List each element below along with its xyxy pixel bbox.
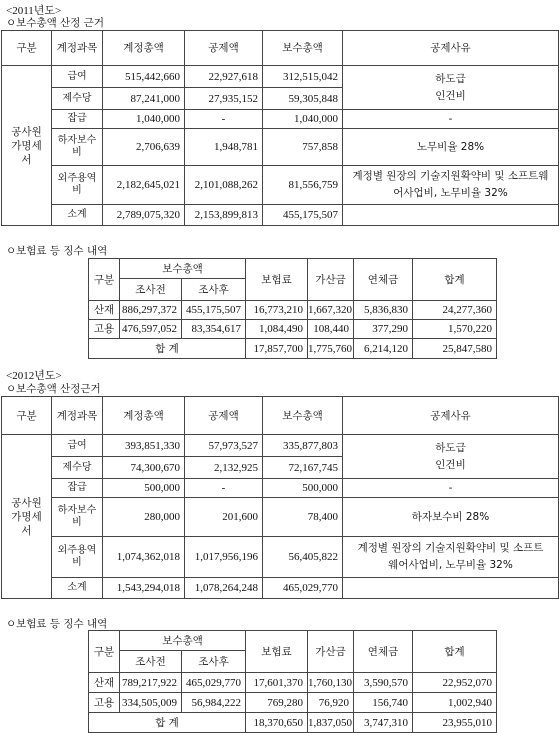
ins-total-premium: 18,370,650 <box>246 713 308 733</box>
account-total: 515,442,660 <box>103 66 185 88</box>
ins-after: 455,175,507 <box>182 301 246 320</box>
ins-header-surcharge: 가산금 <box>308 259 354 301</box>
pay-total: 335,877,803 <box>263 435 343 457</box>
ins-arrears: 5,836,830 <box>354 301 413 320</box>
deduction: 1,078,264,248 <box>185 578 263 599</box>
account-total: 2,182,645,021 <box>103 166 185 205</box>
deduction: 2,153,899,813 <box>185 205 263 226</box>
ins-total-label: 합 계 <box>89 339 246 359</box>
account-total: 2,706,639 <box>103 129 185 166</box>
ins-header-pay-total: 보수총액 <box>120 259 246 279</box>
account-name: 외주용역비 <box>52 166 103 205</box>
deduction: 57,973,527 <box>185 435 263 457</box>
header-pay-total: 보수총액 <box>263 397 343 435</box>
account-name: 제수당 <box>52 457 103 479</box>
header-reason: 공제사유 <box>343 397 559 435</box>
ins-sum: 24,277,360 <box>413 301 497 320</box>
header-account: 계정과목 <box>52 31 103 66</box>
ins-after: 83,354,617 <box>182 320 246 339</box>
year-label-2012: <2012년도> <box>6 370 62 382</box>
ins-total-surcharge: 1,775,760 <box>308 339 354 359</box>
ins-sum: 1,002,940 <box>413 693 497 713</box>
ins-header-sum: 합계 <box>413 631 497 673</box>
ins-arrears: 156,740 <box>354 693 413 713</box>
ins-sum: 22,952,070 <box>413 673 497 693</box>
ins-total-sum: 25,847,580 <box>413 339 497 359</box>
ins-total-label: 합 계 <box>89 713 246 733</box>
account-name: 잡급 <box>52 479 103 498</box>
header-category: 구분 <box>2 31 52 66</box>
reason: - <box>343 110 559 129</box>
ins-after: 465,029,770 <box>182 673 246 693</box>
ins-header-before: 조사전 <box>120 651 182 673</box>
deduction: - <box>185 479 263 498</box>
ins-premium: 1,084,490 <box>246 320 308 339</box>
account-name: 잡급 <box>52 110 103 129</box>
ins-header-type: 구분 <box>89 259 120 301</box>
ins-arrears: 377,290 <box>354 320 413 339</box>
header-deduction: 공제액 <box>185 397 263 435</box>
pay-total: 81,556,759 <box>263 166 343 205</box>
ins-surcharge: 108,440 <box>308 320 354 339</box>
basis-title-2012: ㅇ보수총액 산정근거 <box>6 383 101 395</box>
ins-after: 56,984,222 <box>182 693 246 713</box>
pay-total: 455,175,507 <box>263 205 343 226</box>
ins-before: 334,505,009 <box>120 693 182 713</box>
account-name: 급여 <box>52 66 103 88</box>
pay-total: 72,167,745 <box>263 457 343 479</box>
pay-total: 1,040,000 <box>263 110 343 129</box>
reason: 계정별 원장의 기술지원확약비 및 소프트 웨어사업비, 노무비율 32% <box>343 537 559 578</box>
header-account: 계정과목 <box>52 397 103 435</box>
header-account-total: 계정총액 <box>103 397 185 435</box>
reason: 계정별 원장의 기술지원확약비 및 소프트웨어사업비, 노무비율 32% <box>343 166 559 205</box>
basis-table-2011 <box>1 30 559 226</box>
account-name: 제수당 <box>52 88 103 110</box>
ins-before: 476,597,052 <box>120 320 182 339</box>
header-deduction: 공제액 <box>185 31 263 66</box>
year-label-2011: <2011년도> <box>6 5 62 17</box>
insurance-table-2012 <box>88 630 497 733</box>
basis-table-2012 <box>1 396 559 599</box>
pay-total: 757,858 <box>263 129 343 166</box>
pay-total: 500,000 <box>263 479 343 498</box>
ins-arrears: 3,590,570 <box>354 673 413 693</box>
account-total: 280,000 <box>103 498 185 537</box>
insurance-table-2011 <box>88 258 497 359</box>
account-name: 외주용역비 <box>52 537 103 578</box>
reason-empty <box>343 205 559 226</box>
pay-total: 59,305,848 <box>263 88 343 110</box>
account-name: 소계 <box>52 578 103 599</box>
ins-header-premium: 보험료 <box>246 631 308 673</box>
ins-header-premium: 보험료 <box>246 259 308 301</box>
ins-premium: 17,601,370 <box>246 673 308 693</box>
header-category: 구분 <box>2 397 52 435</box>
pay-total: 465,029,770 <box>263 578 343 599</box>
account-total: 2,789,075,320 <box>103 205 185 226</box>
deduction: 201,600 <box>185 498 263 537</box>
insurance-title-2012: ㅇ보험료 등 징수 내역 <box>6 618 108 630</box>
reason: 하도급 인건비 <box>343 435 559 479</box>
ins-header-surcharge: 가산금 <box>308 631 354 673</box>
ins-header-after: 조사후 <box>182 651 246 673</box>
ins-header-sum: 합계 <box>413 259 497 301</box>
account-total: 500,000 <box>103 479 185 498</box>
pay-total: 78,400 <box>263 498 343 537</box>
ins-header-arrears: 연체금 <box>354 631 413 673</box>
ins-total-sum: 23,955,010 <box>413 713 497 733</box>
deduction: - <box>185 110 263 129</box>
pay-total: 56,405,822 <box>263 537 343 578</box>
ins-premium: 769,280 <box>246 693 308 713</box>
reason: 노무비율 28% <box>343 129 559 166</box>
ins-total-arrears: 3,747,310 <box>354 713 413 733</box>
account-total: 1,543,294,018 <box>103 578 185 599</box>
ins-before: 886,297,372 <box>120 301 182 320</box>
ins-total-arrears: 6,214,120 <box>354 339 413 359</box>
ins-header-before: 조사전 <box>120 279 182 301</box>
reason-empty <box>343 578 559 599</box>
deduction: 1,017,956,196 <box>185 537 263 578</box>
ins-surcharge: 1,760,130 <box>308 673 354 693</box>
deduction: 22,927,618 <box>185 66 263 88</box>
account-total: 393,851,330 <box>103 435 185 457</box>
reason: - <box>343 479 559 498</box>
deduction: 27,935,152 <box>185 88 263 110</box>
ins-header-pay-total: 보수총액 <box>120 631 246 651</box>
deduction: 1,948,781 <box>185 129 263 166</box>
ins-type: 산재 <box>89 673 120 693</box>
ins-surcharge: 76,920 <box>308 693 354 713</box>
ins-premium: 16,773,210 <box>246 301 308 320</box>
ins-total-premium: 17,857,700 <box>246 339 308 359</box>
reason: 하자보수비 28% <box>343 498 559 537</box>
account-name: 소계 <box>52 205 103 226</box>
ins-total-surcharge: 1,837,050 <box>308 713 354 733</box>
group-label: 공사원가명세서 <box>2 435 52 599</box>
account-name: 하자보수비 <box>52 129 103 166</box>
header-pay-total: 보수총액 <box>263 31 343 66</box>
account-total: 1,040,000 <box>103 110 185 129</box>
account-total: 87,241,000 <box>103 88 185 110</box>
ins-header-type: 구분 <box>89 631 120 673</box>
ins-before: 789,217,922 <box>120 673 182 693</box>
ins-type: 고용 <box>89 320 120 339</box>
ins-header-after: 조사후 <box>182 279 246 301</box>
account-name: 하자보수비 <box>52 498 103 537</box>
basis-title-2011: ㅇ보수총액 산정 근거 <box>6 17 104 29</box>
header-account-total: 계정총액 <box>103 31 185 66</box>
pay-total: 312,515,042 <box>263 66 343 88</box>
ins-type: 산재 <box>89 301 120 320</box>
ins-type: 고용 <box>89 693 120 713</box>
header-reason: 공제사유 <box>343 31 559 66</box>
insurance-title-2011: ㅇ보험료 등 징수 내역 <box>6 245 108 257</box>
group-label: 공사원가명세서 <box>2 66 52 226</box>
account-total: 74,300,670 <box>103 457 185 479</box>
ins-sum: 1,570,220 <box>413 320 497 339</box>
account-total: 1,074,362,018 <box>103 537 185 578</box>
deduction: 2,101,088,262 <box>185 166 263 205</box>
account-name: 급여 <box>52 435 103 457</box>
reason: 하도급 인건비 <box>343 66 559 110</box>
ins-header-arrears: 연체금 <box>354 259 413 301</box>
ins-surcharge: 1,667,320 <box>308 301 354 320</box>
deduction: 2,132,925 <box>185 457 263 479</box>
